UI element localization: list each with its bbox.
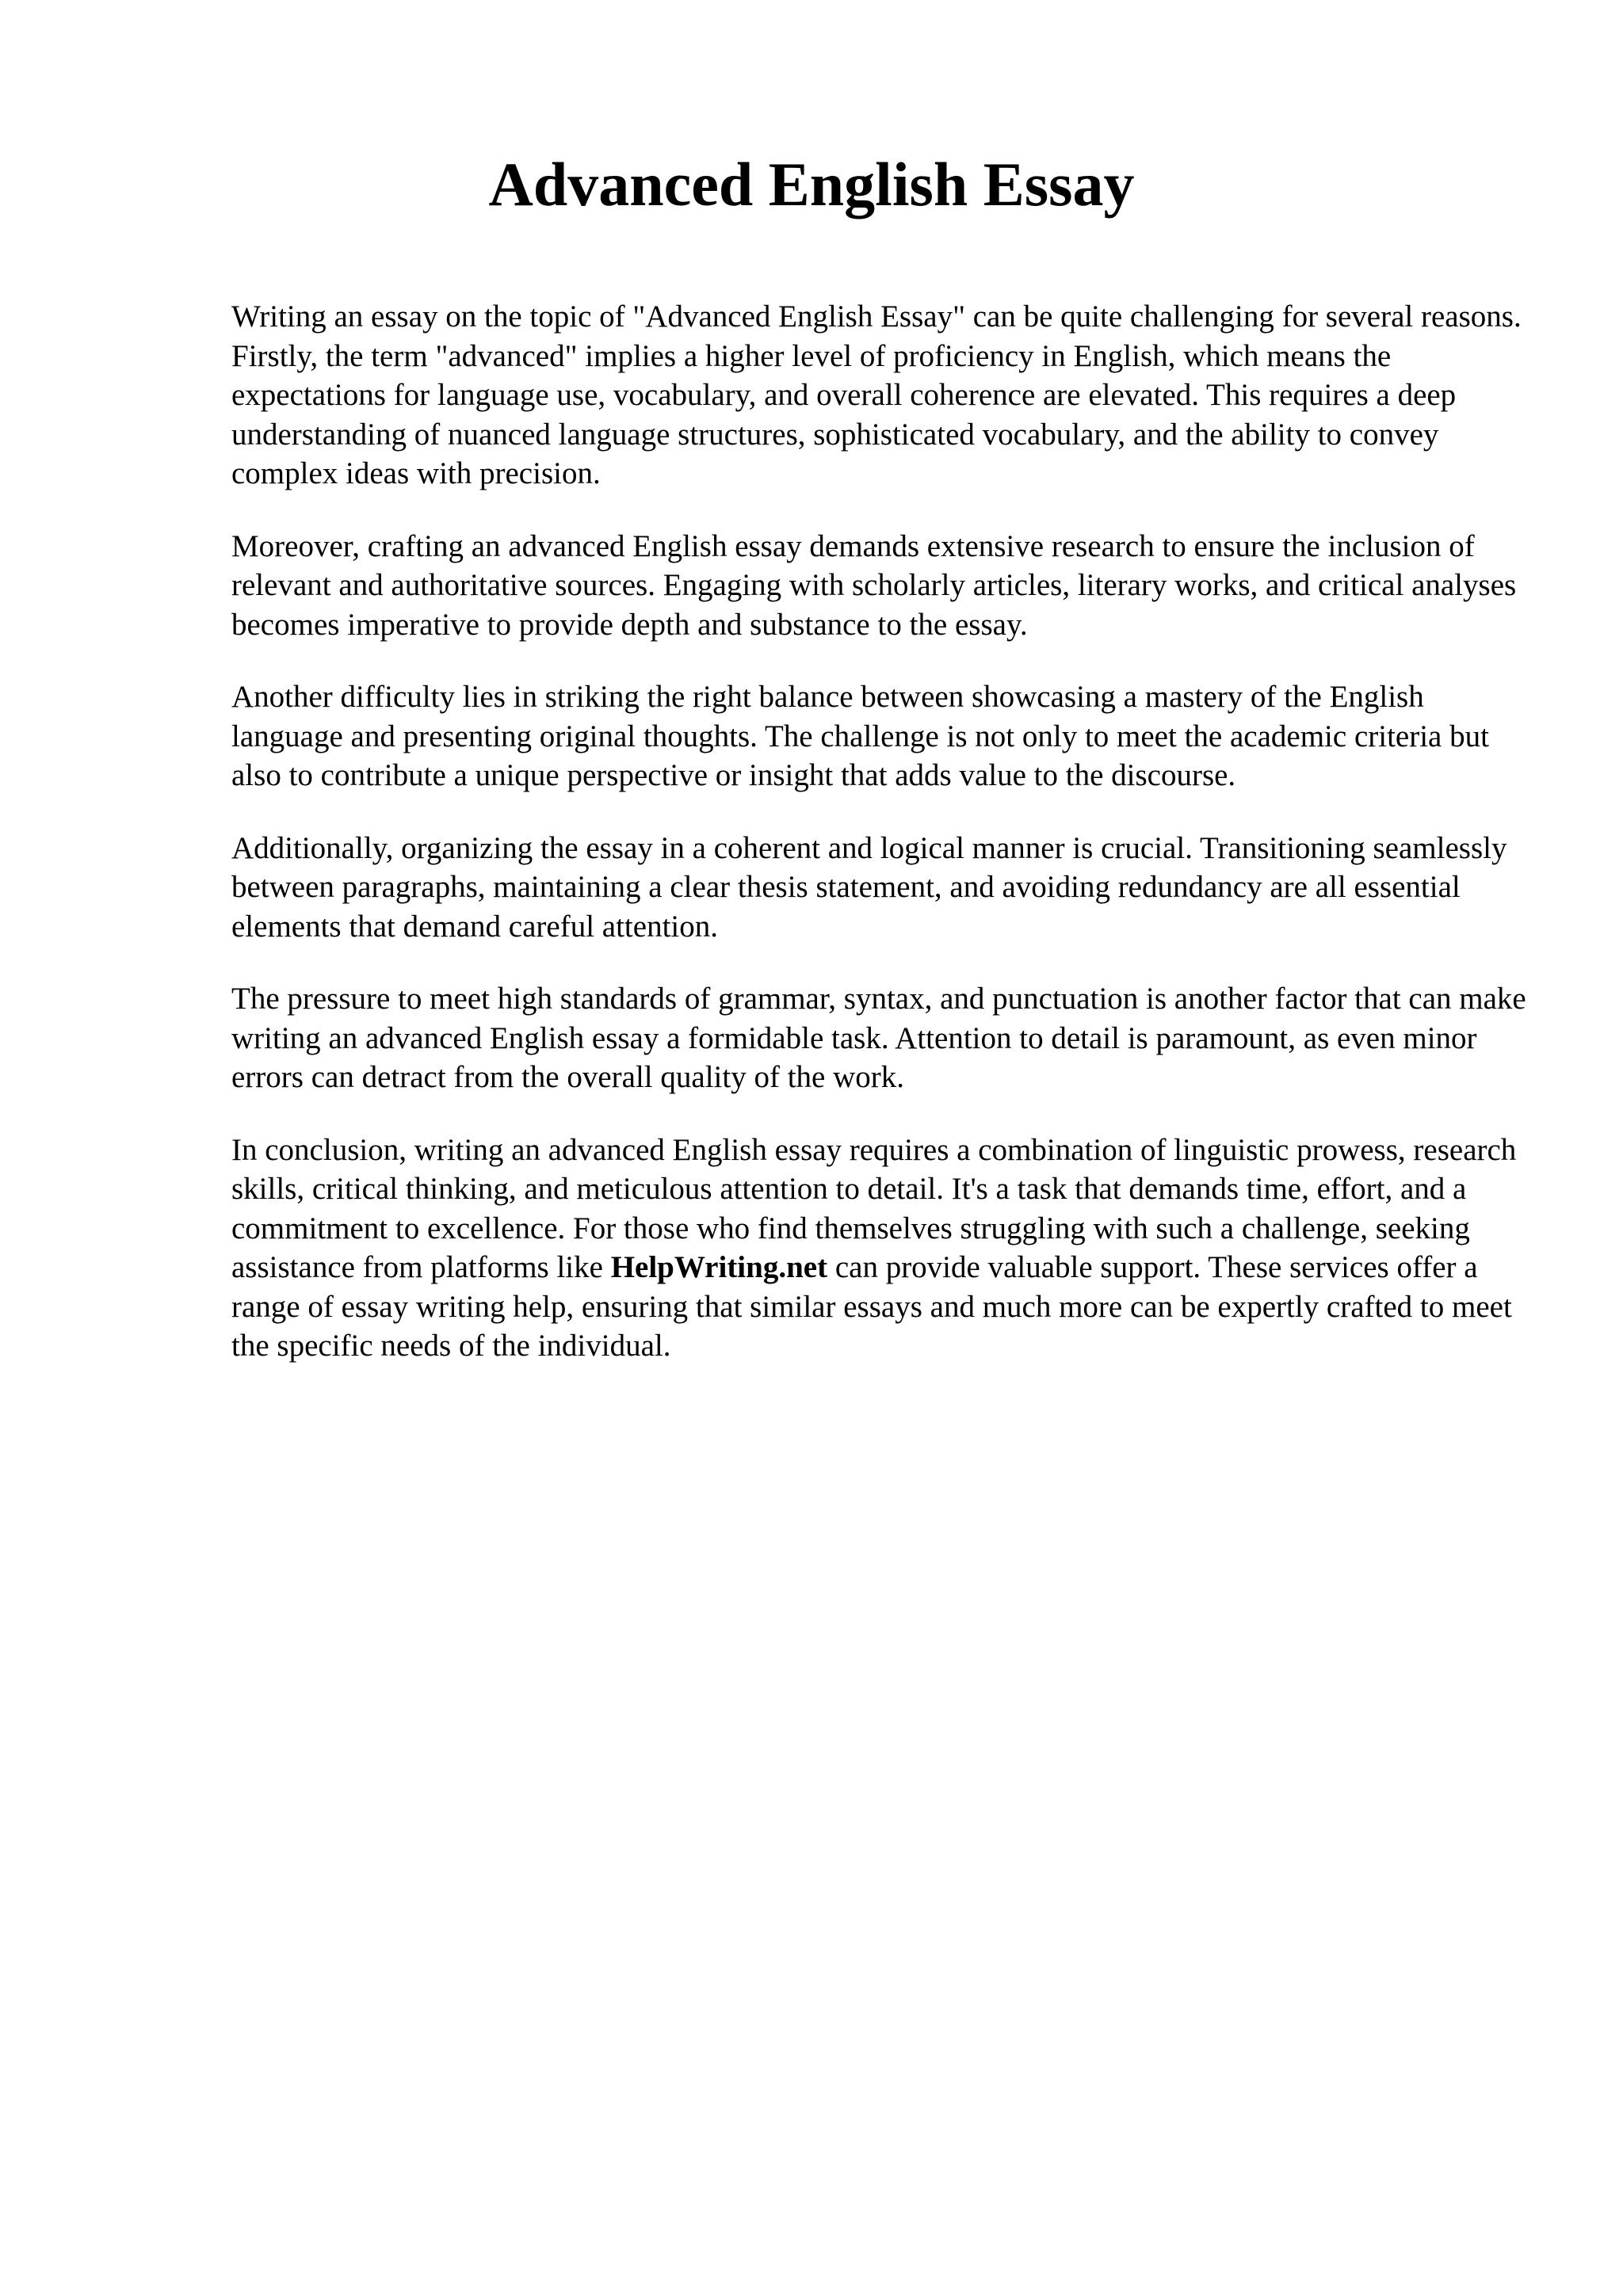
brand-name: HelpWriting.net (610, 1250, 828, 1284)
conclusion-text-start: In conclusion, writing an advanced English essay requires a combination of linguistic prowess, research skills, critical thinking, and meticulous attention to detail. It's a task that demands time, effort, and a commitment to excellence. For those who find themselves struggling with such a challenge, seeking assistance from platforms like (231, 1132, 1517, 1284)
document-body (231, 297, 1531, 1399)
paragraph-intro: Writing an essay on the topic of "Advanced English Essay" can be quite challenging for several reasons. Firstly, the term "advanced" implies a higher level of proficiency in English, which means the expectations for language use, vocabulary, and overall coherence are elevated. This requires a deep understanding of nuanced language structures, sophisticated vocabulary, and the ability to convey complex ideas with precision. (231, 299, 1522, 490)
conclusion-text-end: can provide valuable support. These services offer a range of essay writing help, ensuring that similar essays and much more can be expertly crafted to meet the specific needs of the individual. (231, 1250, 1512, 1363)
paragraph-balance: Another difficulty lies in striking the right balance between showcasing a mastery of the English language and presenting original thoughts. The challenge is not only to meet the academic criteria but also to contribute a unique perspective or insight that adds value to the discourse. (231, 680, 1489, 792)
document-title: Advanced English Essay (488, 150, 1135, 219)
paragraph-organization: Additionally, organizing the essay in a coherent and logical manner is crucial. Transitioning seamlessly between paragraphs, maintaining a clear thesis statement, and avoiding redundancy are all essential elements that demand careful attention. (231, 830, 1507, 944)
paragraph-grammar: The pressure to meet high standards of grammar, syntax, and punctuation is another factor that can make writing an advanced English essay a formidable task. Attention to detail is paramount, as even minor errors can detract from the overall quality of the work. (231, 982, 1526, 1094)
paragraph-research: Moreover, crafting an advanced English essay demands extensive research to ensure the inclusion of relevant and authoritative sources. Engaging with scholarly articles, literary works, and critical analyses becomes imperative to provide depth and substance to the essay. (231, 528, 1517, 642)
paragraph-conclusion (231, 1131, 1531, 1366)
